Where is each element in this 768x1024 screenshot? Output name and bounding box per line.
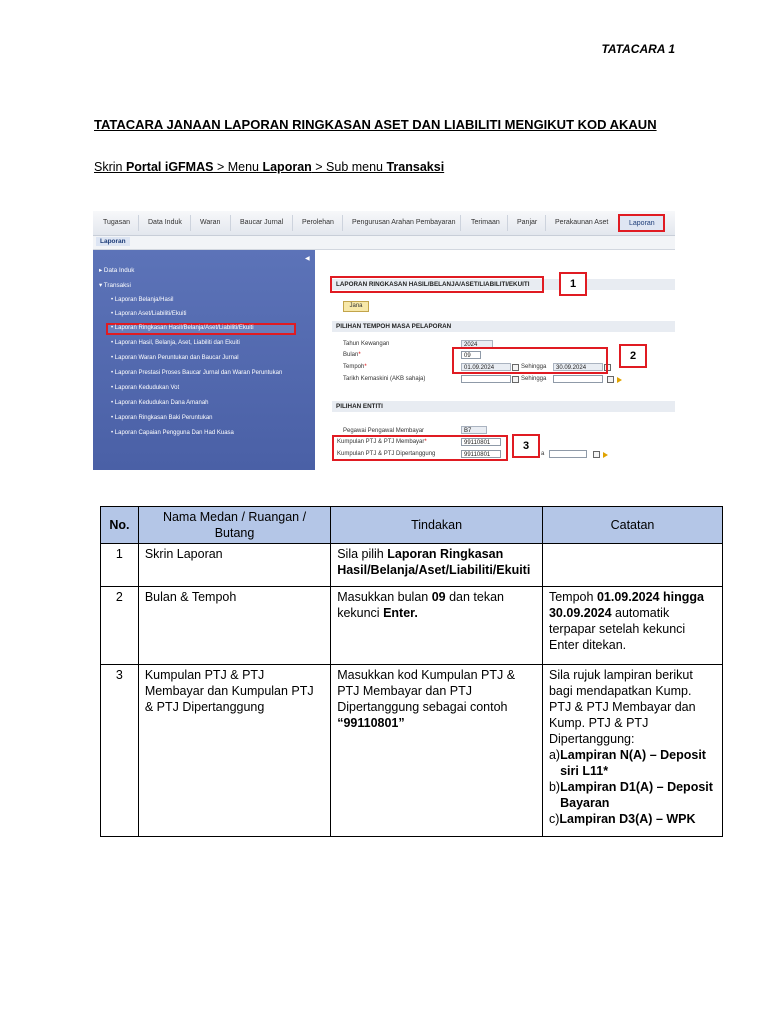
tempoh-label: Tempoh* xyxy=(343,364,367,370)
jana-button[interactable]: Jana xyxy=(343,301,369,312)
row-catatan xyxy=(542,665,722,837)
header-nama: Nama Medan / Ruangan / Butang xyxy=(138,507,330,544)
row-nama: Kumpulan PTJ & PTJ Membayar dan Kumpulan PTJ & PTJ Dipertanggung xyxy=(138,665,330,837)
row-nama: Skrin Laporan xyxy=(138,544,330,587)
bulan-label: Bulan* xyxy=(343,352,361,358)
menu-item-waran[interactable]: Waran xyxy=(200,219,221,226)
sidebar-item-laporan-dana-amanah[interactable]: • Laporan Kedudukan Dana Amanah xyxy=(111,400,209,406)
tempoh-to-field[interactable]: 30.09.2024 xyxy=(553,363,603,371)
list-item: c) Lampiran D3(A) – WPK xyxy=(548,812,696,826)
sehingga2-label: Sehingga xyxy=(521,376,547,382)
callout-3: 3 xyxy=(512,434,540,458)
menu-item-baucar-jurnal[interactable]: Baucar Jurnal xyxy=(240,219,284,226)
sidebar-item-laporan-aset-liabiliti-ekuiti[interactable]: • Laporan Aset/Liabiliti/Ekuiti xyxy=(111,311,187,317)
row-tindakan: Masukkan bulan 09 dan tekan kekunci Enter. xyxy=(331,587,543,665)
menu-item-data-induk[interactable]: Data Induk xyxy=(148,219,182,226)
document-title: TATACARA JANAAN LAPORAN RINGKASAN ASET DAN LIABILITI MENGIKUT KOD AKAUN xyxy=(94,117,657,132)
bulan-field[interactable]: 09 xyxy=(461,351,481,359)
table-row xyxy=(101,544,723,587)
row-catatan: Tempoh 01.09.2024 hingga 30.09.2024 automatik terpapar setelah kekunci Enter ditekan. xyxy=(542,587,722,665)
section-entiti: PILIHAN ENTITI xyxy=(332,401,675,412)
header-highlight xyxy=(330,276,544,293)
calendar-icon[interactable] xyxy=(607,376,614,383)
sehingga-label: Sehingga xyxy=(521,364,547,370)
tarikh-from-field[interactable] xyxy=(461,375,511,383)
menu-item-pengurusan-arahan-pembayaran[interactable]: Pengurusan Arahan Pembayaran xyxy=(352,219,456,226)
row-tindakan: Sila pilih Laporan Ringkasan Hasil/Belanja/Aset/Liabiliti/Ekuiti xyxy=(331,544,543,587)
row-nama: Bulan & Tempoh xyxy=(138,587,330,665)
calendar-icon[interactable] xyxy=(512,376,519,383)
row-no: 3 xyxy=(101,665,139,837)
menu-item-panjar[interactable]: Panjar xyxy=(517,219,538,226)
calendar-icon[interactable] xyxy=(593,451,600,458)
sidebar-item-laporan-hasil-belanja[interactable]: • Laporan Hasil, Belanja, Aset, Liabiliti dan Ekuiti xyxy=(111,340,240,346)
tahun-label: Tahun Kewangan xyxy=(343,341,390,347)
menu-item-laporan[interactable]: Laporan xyxy=(618,214,665,232)
tarikh-label: Tarikh Kemaskini (AKB sahaja) xyxy=(343,376,426,382)
sidebar-item-laporan-ringkasan[interactable]: • Laporan Ringkasan Hasil/Belanja/Aset/Liabiliti/Ekuiti xyxy=(111,325,254,331)
header-catatan: Catatan xyxy=(542,507,722,544)
portal-screenshot xyxy=(93,211,675,470)
form-header: LAPORAN RINGKASAN HASIL/BELANJA/ASET/LIABILITI/EKUITI xyxy=(332,279,675,290)
collapse-icon[interactable]: ◀ xyxy=(305,256,310,262)
document-label: TATACARA 1 xyxy=(601,42,675,56)
tab-laporan[interactable]: Laporan xyxy=(96,237,130,246)
sidebar-item-laporan-waran[interactable]: • Laporan Waran Peruntukan dan Baucar Jurnal xyxy=(111,355,239,361)
callout-2: 2 xyxy=(619,344,647,368)
pegawai-label: Pegawai Pengawal Membayar xyxy=(343,428,425,434)
sidebar-item-laporan-kedudukan-vot[interactable]: • Laporan Kedudukan Vot xyxy=(111,385,180,391)
top-menu-bar xyxy=(93,211,675,236)
arrow-icon[interactable] xyxy=(603,452,608,458)
sidebar-item-transaksi[interactable]: ▾ Transaksi xyxy=(99,282,131,289)
catatan-intro: Sila rujuk lampiran berikut bagi mendapatkan Kump. PTJ & PTJ Membayar dan Kump. PTJ & PTJ Dipertanggung: xyxy=(548,668,696,746)
subtab-row xyxy=(93,236,675,250)
table-header-row xyxy=(101,507,723,544)
kump-tanggung-field[interactable]: 99110801 xyxy=(461,450,501,458)
sidebar-item-data-induk[interactable]: ▸ Data Induk xyxy=(99,267,135,274)
row-no: 1 xyxy=(101,544,139,587)
row-no: 2 xyxy=(101,587,139,665)
section-tempoh: PILIHAN TEMPOH MASA PELAPORAN xyxy=(332,321,675,332)
kump-tanggung-label: Kumpulan PTJ & PTJ Dipertanggung xyxy=(337,451,436,457)
arrow-icon[interactable] xyxy=(617,377,622,383)
sidebar-item-laporan-prestasi[interactable]: • Laporan Prestasi Proses Baucar Jurnal dan Waran Peruntukan xyxy=(111,370,283,376)
list-item: a) Lampiran N(A) – Deposit siri L11* xyxy=(548,748,706,778)
kumpulan-highlight xyxy=(332,435,508,461)
menu-item-perakaunan-aset[interactable]: Perakaunan Aset xyxy=(555,219,609,226)
table-row xyxy=(101,665,723,837)
tempoh-from-field[interactable]: 01.09.2024 xyxy=(461,363,511,371)
list-item: b) Lampiran D1(A) – Deposit Bayaran xyxy=(548,780,713,810)
sidebar-item-laporan-baki-peruntukan[interactable]: • Laporan Ringkasan Baki Peruntukan xyxy=(111,415,213,421)
tempoh-highlight xyxy=(452,347,608,374)
kump-bayar-field[interactable]: 99110801 xyxy=(461,438,501,446)
kump-bayar-label: Kumpulan PTJ & PTJ Membayar* xyxy=(337,439,427,445)
extra-field[interactable] xyxy=(549,450,587,458)
sidebar-item-laporan-belanja-hasil[interactable]: • Laporan Belanja/Hasil xyxy=(111,297,174,303)
menu-item-terimaan[interactable]: Terimaan xyxy=(471,219,500,226)
sidebar xyxy=(93,250,315,470)
header-tindakan: Tindakan xyxy=(331,507,543,544)
tahun-field: 2024 xyxy=(461,340,493,348)
menu-item-perolehan[interactable]: Perolehan xyxy=(302,219,334,226)
pegawai-field: B7 xyxy=(461,426,487,434)
instruction-table xyxy=(100,506,723,837)
sidebar-item-laporan-capaian[interactable]: • Laporan Capaian Pengguna Dan Had Kuasa xyxy=(111,430,234,436)
tarikh-to-field[interactable] xyxy=(553,375,603,383)
partial-label: a xyxy=(541,451,545,457)
table-row xyxy=(101,587,723,665)
row-tindakan: Masukkan kod Kumpulan PTJ & PTJ Membayar dan PTJ Dipertanggung sebagai contoh “99110801” xyxy=(331,665,543,837)
menu-item-tugasan[interactable]: Tugasan xyxy=(103,219,130,226)
header-no: No. xyxy=(101,507,139,544)
row-catatan xyxy=(542,544,722,587)
navigation-path: Skrin Portal iGFMAS > Menu Laporan > Sub menu Transaksi xyxy=(94,160,445,174)
callout-1: 1 xyxy=(559,272,587,296)
